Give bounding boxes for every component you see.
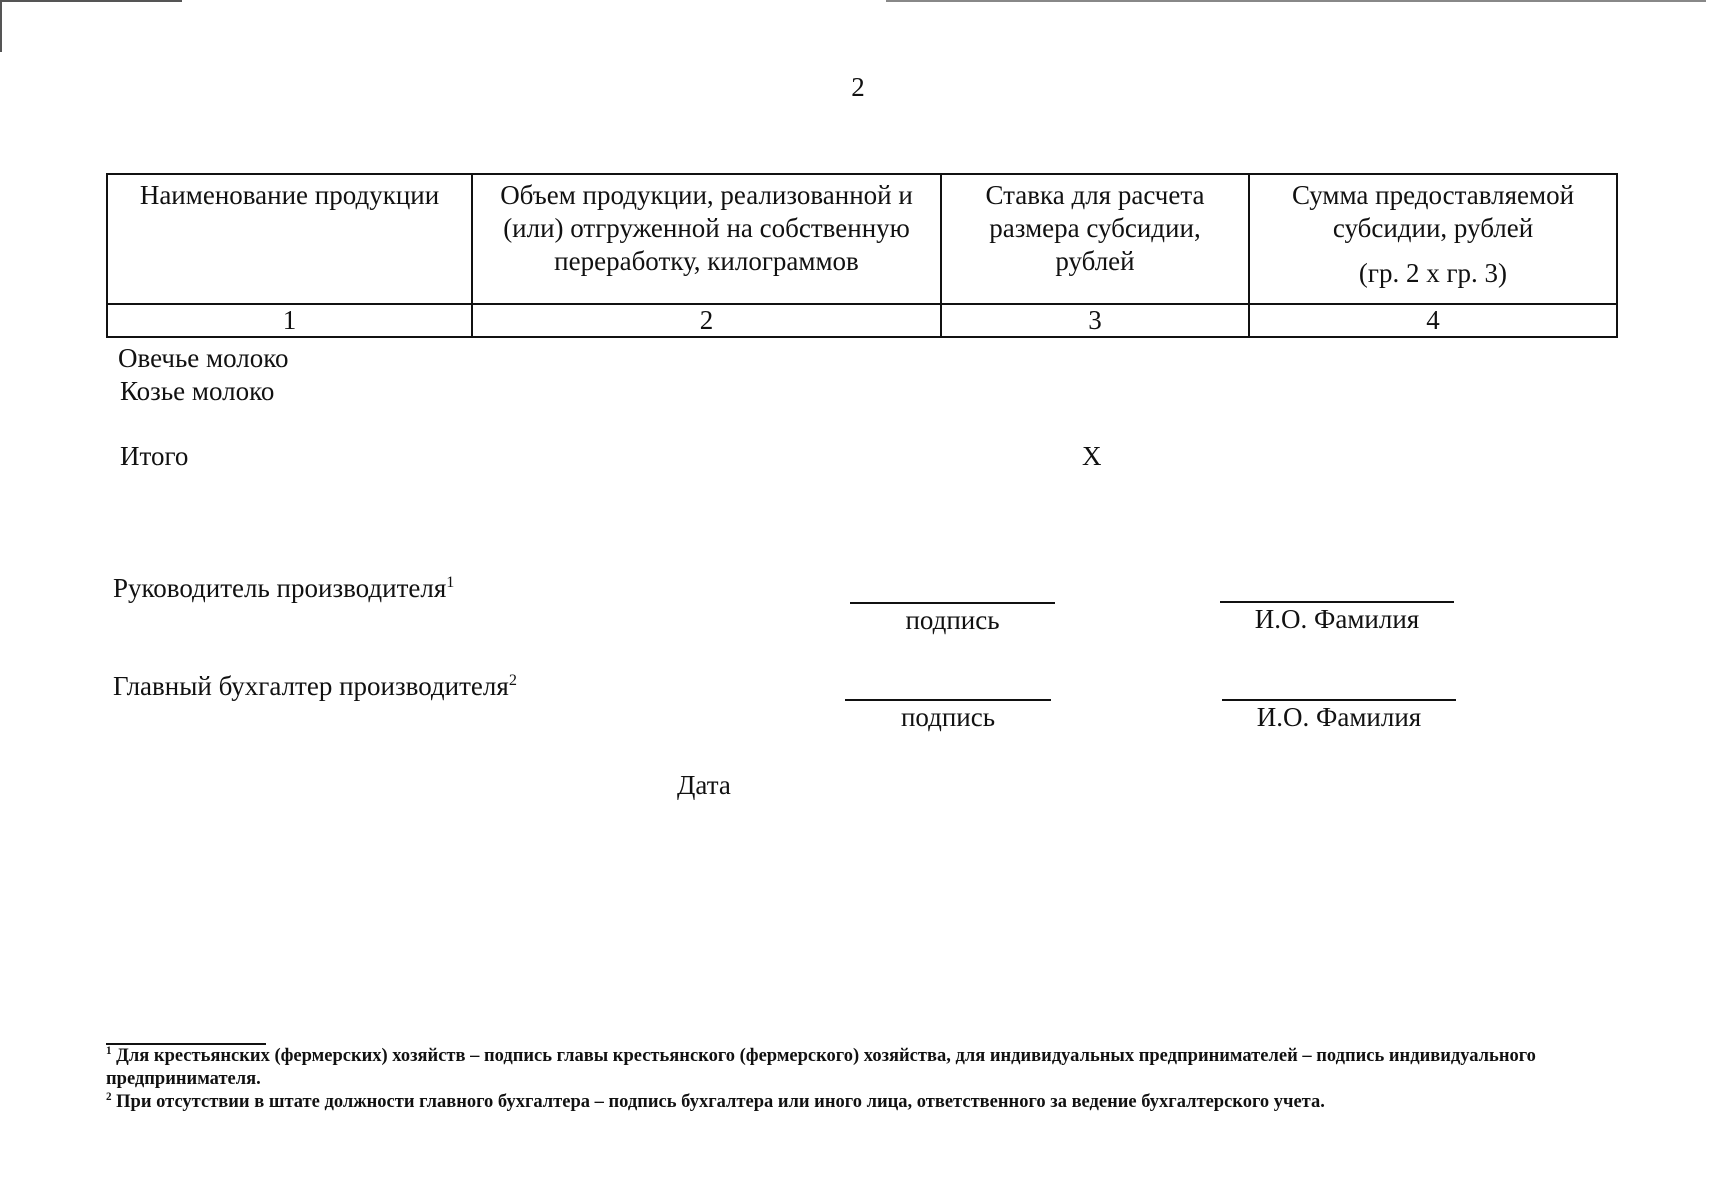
page-number: 2 [851,72,865,102]
chief-accountant-name-line [1222,699,1456,701]
footnote-1-mark: 1 [106,1044,112,1057]
row-sheep-milk: Овечье молоко [118,343,289,373]
footnotes [106,1045,1621,1114]
head-signature-label [113,573,454,604]
chief-accountant-signature-caption: подпись [900,702,996,732]
head-name-line [1220,601,1454,603]
row-total-label: Итого [120,441,189,471]
header-subsidy-amount [1249,174,1617,304]
row-goat-milk: Козье молоко [120,376,275,406]
column-number-4: 4 [1249,304,1617,337]
scan-border-corner [0,0,182,52]
header-subsidy-amount-text: Сумма предоставляемой субсидии, рублей [1291,180,1575,243]
header-product-name: Наименование продукции [107,174,472,304]
head-signature-label-text: Руководитель производителя [113,573,447,603]
header-subsidy-rate: Ставка для расчета размера субсидии, рублей [941,174,1249,304]
head-signature-line [850,602,1055,604]
header-product-volume: Объем продукции, реализованной и (или) отгруженной на собственную переработку, килограммов [472,174,941,304]
header-subsidy-formula: (гр. 2 х гр. 3) [1358,258,1508,288]
column-number-3: 3 [941,304,1249,337]
chief-accountant-signature-label [113,671,517,702]
footnote-2-text: При отсутствии в штате должности главного бухгалтера – подпись бухгалтера или иного лица, ответственного за ведение бухгалтерского учета. [116,1092,1325,1112]
table-header-row [107,174,1617,304]
head-footnote-mark: 1 [446,573,455,591]
chief-accountant-footnote-mark: 2 [508,671,517,689]
footnote-2-mark: 2 [106,1090,112,1103]
chief-accountant-signature-line [845,699,1051,701]
column-number-2: 2 [472,304,941,337]
table-column-numbers-row [107,304,1617,337]
footnote-2 [106,1091,1621,1114]
product-table [106,173,1618,338]
footnote-1-text: Для крестьянских (фермерских) хозяйств – подпись главы крестьянского (фермерского) хозяйства, для индивидуальных предпринимателей – подпись индивидуального предпринимателя. [106,1046,1536,1089]
column-number-1: 1 [107,304,472,337]
head-signature-caption: подпись [905,605,1000,635]
chief-accountant-label-text: Главный бухгалтер производителя [113,671,509,701]
head-name-caption: И.О. Фамилия [1254,604,1420,634]
row-total-rate-mark: Х [1082,441,1102,471]
chief-accountant-name-caption: И.О. Фамилия [1256,702,1422,732]
date-label: Дата [677,770,731,800]
scan-border-top [886,0,1706,2]
footnote-1 [106,1045,1621,1091]
